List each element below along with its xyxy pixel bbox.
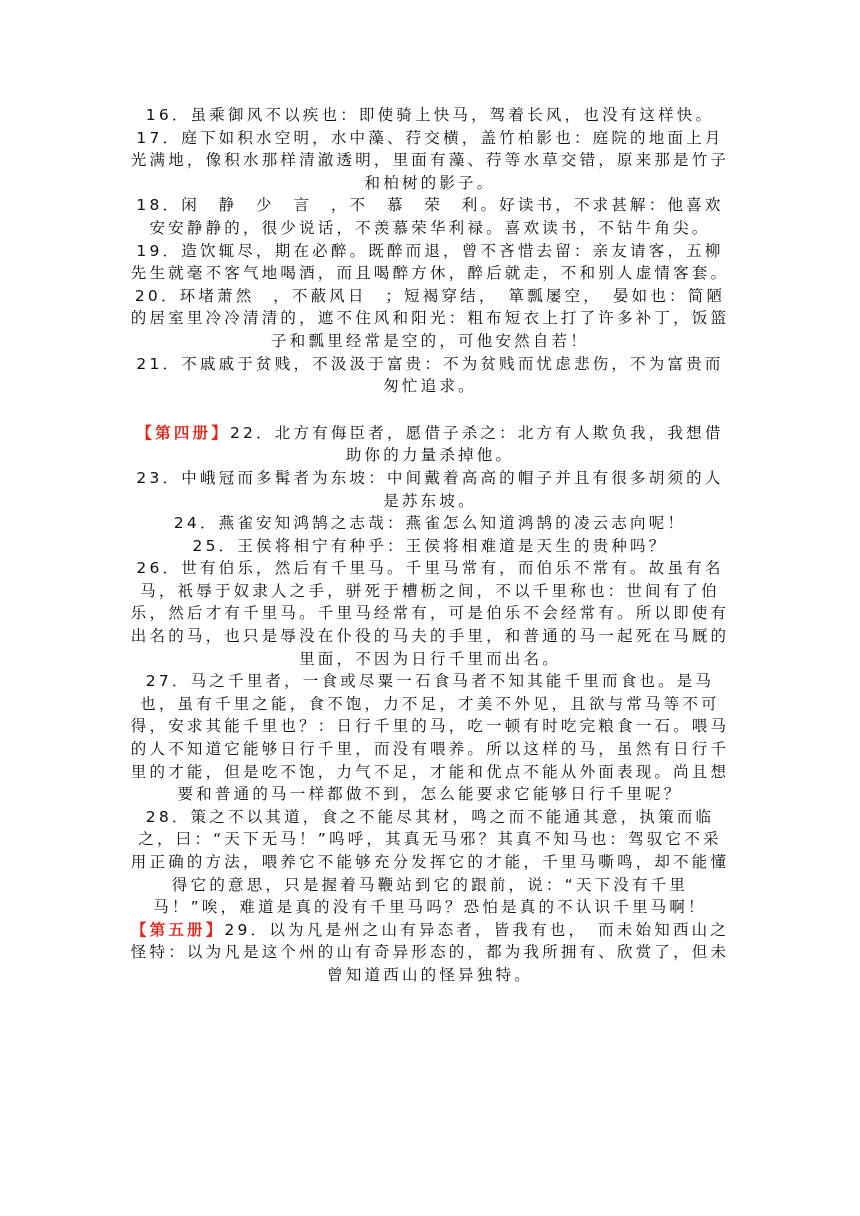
book-five-tag: 【第五册】	[130, 920, 225, 939]
paragraph-29	[130, 919, 730, 987]
paragraph-29-text: 29．以为凡是州之山有异态者，皆我有也， 而未始知西山之怪特：以为凡是这个州的山有奇异形态的，都为我所拥有、欣赏了，但未曾知道西山的怪异独特。	[130, 920, 730, 984]
document-page	[130, 104, 730, 987]
paragraph-25: 25．王侯将相宁有种乎：王侯将相难道是天生的贵种吗？	[192, 536, 668, 555]
paragraph-28: 28．策之不以其道，食之不能尽其材，鸣之而不能通其意，执策而临之，曰：“天下无马！”呜呼，其真无马邪？其真不知马也：驾驭它不采用正确的方法，喂养它不能够充分发挥它的才能，千里马嘶鸣，却不能懂得它的意思，只是握着马鞭站到它的跟前，说：“天下没有千里马！”唉，难道是真的没有千里马吗？恐怕是真的不认识千里马啊！	[130, 807, 730, 917]
section-spacer	[130, 398, 730, 422]
book-four-tag: 【第四册】	[136, 423, 230, 442]
paragraph-16: 16．虽乘御风不以疾也：即使骑上快马，驾着长风，也没有这样快。	[145, 106, 715, 124]
paragraph-21: 21．不戚戚于贫贱，不汲汲于富贵：不为贫贱而忧虑悲伤，不为富贵而匆忙追求。	[136, 354, 724, 396]
paragraph-23: 23．中峨冠而多髯者为东坡：中间戴着高高的帽子并且有很多胡须的人是苏东坡。	[136, 468, 724, 510]
paragraph-22-text: 22．北方有侮臣者，愿借子杀之：北方有人欺负我，我想借助你的力量杀掉他。	[229, 423, 724, 465]
paragraph-17: 17．庭下如积水空明，水中藻、荇交横，盖竹柏影也：庭院的地面上月光满地，像积水那样清澈透明，里面有藻、荇等水草交错，原来那是竹子和柏树的影子。	[130, 128, 730, 192]
paragraph-26: 26．世有伯乐，然后有千里马。千里马常有，而伯乐不常有。故虽有名马，祇辱于奴隶人之手，骈死于槽枥之间，不以千里称也：世间有了伯乐，然后才有千里马。千里马经常有，可是伯乐不会经常有。所以即使有出名的马，也只是辱没在仆役的马夫的手里，和普通的马一起死在马厩的里面，不因为日行千里而出名。	[130, 559, 730, 668]
paragraph-27: 27．马之千里者，一食或尽粟一石食马者不知其能千里而食也。是马也，虽有千里之能，食不饱，力不足，才美不外见，且欲与常马等不可得，安求其能千里也？：日行千里的马，吃一顿有时吃完粮食一石。喂马的人不知道它能够日行千里，而没有喂养。所以这样的马，虽然有日行千里的才能，但是吃不饱，力气不足，才能和优点不能从外面表现。尚且想要和普通的马一样都做不到，怎么能要求它能够日行千里呢？	[130, 672, 730, 804]
paragraph-18-19: 18．闲 静 少 言 ，不 慕 荣 利。好读书，不求甚解：他喜欢安安静静的，很少说话，不羡慕荣华利禄。喜欢读书，不钻牛角尖。19．造饮辄尽，期在必醉。既醉而退，曾不吝惜去留：亲友请客，五柳先生就毫不客气地喝酒，而且喝醉方休，醉后就走，不和别人虚情客套。	[130, 196, 730, 283]
paragraph-20: 20．环堵萧然 ，不蔽风日 ；短褐穿结， 箪瓢屡空， 晏如也：简陋的居室里冷冷清清的，遮不住风和阳光：粗布短衣上打了许多补丁，饭篮子和瓢里经常是空的，可他安然自若！	[130, 286, 730, 350]
paragraph-22	[130, 422, 730, 467]
paragraph-24: 24．燕雀安知鸿鹄之志哉：燕雀怎么知道鸿鹄的凌云志向呢！	[173, 514, 687, 533]
